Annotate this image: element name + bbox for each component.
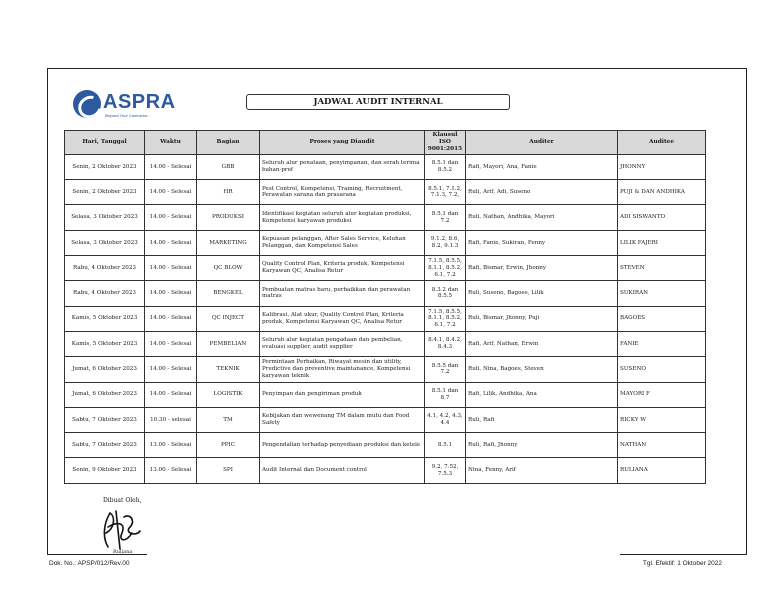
cell-date: Kamis, 5 Oktober 2023 [65, 306, 145, 331]
table-row [65, 154, 706, 179]
cell-department: TM [197, 407, 260, 432]
cell-department: BENGKEL [197, 281, 260, 306]
column-header: Klausul ISO 9001:2015 [425, 131, 466, 155]
cell-time: 14.00 - Selesai [145, 154, 197, 179]
cell-clause: 4.1, 4.2, 4.3, 4.4 [425, 407, 466, 432]
cell-date: Senin, 9 Oktober 2023 [65, 458, 145, 483]
cell-auditee: RULIANA [618, 458, 706, 483]
table-row [65, 407, 706, 432]
cell-date: Sabtu, 7 Oktober 2023 [65, 407, 145, 432]
made-by-label: Dibuat Oleh, [103, 497, 142, 504]
cell-process: Quality Control Plan, Kriteria produk, Kompetensi Karyawan QC, Analisa Retur [260, 256, 425, 281]
cell-auditor: Ruli, Bismar, Jhonny, Puji [466, 306, 618, 331]
cell-process: Permintaan Perbaikan, Riwayat mesin dan utility, Predictive dan preventive maintanance, Kompetensi karyawan teknik [260, 357, 425, 382]
cell-clause: 8.5.1 dan 7.2 [425, 205, 466, 230]
document-title: JADWAL AUDIT INTERNAL [246, 94, 510, 110]
cell-clause: 8.5.1 dan 8.7 [425, 382, 466, 407]
cell-time: 14.00 - Selesai [145, 230, 197, 255]
cell-department: HR [197, 180, 260, 205]
footer-divider [47, 554, 147, 555]
cell-date: Selasa, 3 Oktober 2023 [65, 230, 145, 255]
cell-auditee: RICKY W [618, 407, 706, 432]
cell-auditee: JHONNY [618, 154, 706, 179]
table-row [65, 306, 706, 331]
footer-divider [620, 554, 747, 555]
cell-process: Seluruh alur penataan, penyimpanan, dan serah terima bahan-pref [260, 154, 425, 179]
cell-auditee: SUKIRAN [618, 281, 706, 306]
column-header: Auditee [618, 131, 706, 155]
cell-clause: 9.1.2, 8.6, 8.2, 9.1.3 [425, 230, 466, 255]
cell-date: Senin, 2 Oktober 2023 [65, 154, 145, 179]
table-row [65, 433, 706, 458]
table-row [65, 458, 706, 483]
signature-image [96, 503, 142, 551]
cell-department: PRODUKSI [197, 205, 260, 230]
column-header: Hari, Tanggal [65, 131, 145, 155]
cell-process: Kepuasan pelanggan, After Sales Service, Keluhan Pelanggan, dan Kompetensi Sales [260, 230, 425, 255]
cell-process: Penyimpan dan pengiriman produk [260, 382, 425, 407]
logo-mark-icon [73, 90, 101, 118]
cell-process: Seluruh alur kegiatan pengadaan dan pembelian, evaluasi supplier, audit supplier [260, 331, 425, 356]
cell-clause: 8.5.1, 7.1.2, 7.1.3, 7.2, [425, 180, 466, 205]
table-row [65, 382, 706, 407]
cell-process: Kalibrasi, Alat ukur, Quality Control Plan, Kriteria produk, Kompetensi Karyawan QC, Analisa Retur [260, 306, 425, 331]
cell-clause: 8.5.5 dan 7.2 [425, 357, 466, 382]
cell-process: Identifikasi kegiatan seluruh alur kegiatan produksi, Kompetensi karyawan produksi [260, 205, 425, 230]
cell-auditee: ADI SISWANTO [618, 205, 706, 230]
cell-process: Audit Internal dan Document control [260, 458, 425, 483]
cell-auditee: MAYORI F [618, 382, 706, 407]
cell-department: LOGISTIK [197, 382, 260, 407]
cell-auditee: LILIK FAJERI [618, 230, 706, 255]
company-logo [73, 90, 183, 122]
cell-department: PEMBELIAN [197, 331, 260, 356]
cell-auditee: STEVEN [618, 256, 706, 281]
cell-clause: 7.1.5, 8.5.5, 8.1.1, 8.5.2, 6.1, 7.2 [425, 256, 466, 281]
table-row [65, 205, 706, 230]
cell-auditor: Ruli, Nina, Bagoes, Steven [466, 357, 618, 382]
effective-date: Tgl. Efektif: 1 Oktober 2022 [642, 560, 722, 567]
table-row [65, 331, 706, 356]
cell-date: Jumat, 6 Oktober 2023 [65, 357, 145, 382]
cell-department: MARKETING [197, 230, 260, 255]
cell-clause: 8.4.1, 8.4.2, 8.4.3 [425, 331, 466, 356]
cell-auditor: Ruli, Suseno, Bagoes, Lilik [466, 281, 618, 306]
cell-auditee: PUJI & DAN ANDHIKA [618, 180, 706, 205]
cell-date: Rabu, 4 Oktober 2023 [65, 256, 145, 281]
audit-schedule-table [64, 130, 706, 484]
cell-auditor: Ruli, Rafi, Jhonny [466, 433, 618, 458]
cell-process: Pest Control, Kompetensi, Training, Recruitment, Perawatan sarana dan prasarana [260, 180, 425, 205]
cell-date: Jumat, 6 Oktober 2023 [65, 382, 145, 407]
cell-clause: 7.1.5, 8.5.5, 8.1.1, 8.5.2, 6.1, 7.2 [425, 306, 466, 331]
cell-time: 14.00 - Selesai [145, 180, 197, 205]
cell-department: QC INJECT [197, 306, 260, 331]
cell-time: 14.00 - Selesai [145, 382, 197, 407]
cell-date: Selasa, 3 Oktober 2023 [65, 205, 145, 230]
table-row [65, 180, 706, 205]
cell-time: 14.00 - Selesai [145, 256, 197, 281]
cell-auditor: Ruli, Rafi [466, 407, 618, 432]
cell-auditee: BAGOES [618, 306, 706, 331]
cell-clause: 9.2, 7.52, 7.5.3 [425, 458, 466, 483]
column-header: Bagian [197, 131, 260, 155]
cell-time: 13.00 - Selesai [145, 433, 197, 458]
cell-department: SPI [197, 458, 260, 483]
cell-date: Sabtu, 7 Oktober 2023 [65, 433, 145, 458]
table-row [65, 256, 706, 281]
cell-time: 14.00 - Selesai [145, 306, 197, 331]
cell-clause: 8.5.1 dan 8.5.2 [425, 154, 466, 179]
table-header-row [65, 131, 706, 155]
cell-date: Kamis, 5 Oktober 2023 [65, 331, 145, 356]
cell-auditor: Ruli, Nathan, Andhika, Mayori [466, 205, 618, 230]
cell-clause: 8.3.2 dan 8.5.5 [425, 281, 466, 306]
cell-auditor: Rafi, Fanie, Sukiran, Fenny [466, 230, 618, 255]
table-row [65, 357, 706, 382]
table-row [65, 281, 706, 306]
cell-time: 14.00 - Selesai [145, 357, 197, 382]
column-header: Waktu [145, 131, 197, 155]
logo-tagline: Beyond Your Contractor... [105, 113, 151, 118]
cell-process: Pembuatan matras baru, perbaikkan dan perawatan matras [260, 281, 425, 306]
cell-department: QC BLOW [197, 256, 260, 281]
cell-auditee: SUSENO [618, 357, 706, 382]
cell-auditor: Ruli, Arif, Adi, Suseno [466, 180, 618, 205]
cell-auditee: NATHAN [618, 433, 706, 458]
cell-auditor: Rafi, Bismar, Erwin, Jhonny [466, 256, 618, 281]
cell-auditor: Nina, Fenny, Arif [466, 458, 618, 483]
logo-text: ASPRA [103, 91, 176, 113]
signer-name: Ruliana [113, 549, 133, 555]
cell-time: 14.00 - Selesai [145, 205, 197, 230]
table-row [65, 230, 706, 255]
cell-process: Pengendalian terhadap penyediaan produksi dan ketele [260, 433, 425, 458]
cell-auditor: Rafi, Arif, Nathan, Erwin [466, 331, 618, 356]
column-header: Proses yang Diaudit [260, 131, 425, 155]
cell-department: PPIC [197, 433, 260, 458]
column-header: Auditer [466, 131, 618, 155]
cell-auditee: FANIE [618, 331, 706, 356]
cell-clause: 8.5.1 [425, 433, 466, 458]
cell-time: 10.30 - selesai [145, 407, 197, 432]
cell-time: 14.00 - Selesai [145, 331, 197, 356]
cell-auditor: Rafi, Mayori, Ana, Fanie [466, 154, 618, 179]
cell-time: 13.00 - Selesai [145, 458, 197, 483]
cell-date: Senin, 2 Oktober 2023 [65, 180, 145, 205]
cell-date: Rabu, 4 Oktober 2023 [65, 281, 145, 306]
cell-time: 14.00 - Selesai [145, 281, 197, 306]
cell-process: Kebijakan dan wewenang TM dalam mutu dan Food Safety [260, 407, 425, 432]
cell-auditor: Rafi, Lilik, Andhika, Ana [466, 382, 618, 407]
cell-department: GBB [197, 154, 260, 179]
cell-department: TEKNIK [197, 357, 260, 382]
document-number: Dok. No.: APSP/012/Rev.00 [49, 560, 130, 567]
